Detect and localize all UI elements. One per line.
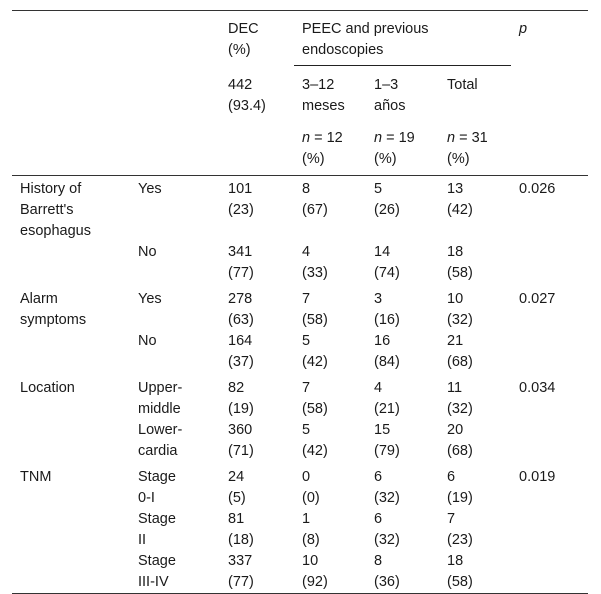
subgroup-label-cell — [130, 242, 220, 284]
table-body — [12, 176, 588, 594]
header-sub-line: Total — [447, 77, 478, 93]
group-label-cell — [12, 373, 130, 420]
header-n-line — [302, 128, 362, 149]
p-value-cell — [511, 176, 588, 243]
dec-value: (77) — [228, 265, 254, 281]
value-1-3: 8 — [374, 553, 383, 569]
value-1-3-cell — [366, 373, 439, 420]
value-1-3: (74) — [374, 265, 400, 281]
value-1-3: 15 — [374, 422, 391, 438]
subgroup-label: Stage — [138, 553, 176, 569]
dec-value: 24 — [228, 469, 245, 485]
subgroup-label-cell — [130, 509, 220, 551]
value-1-3: (84) — [374, 354, 400, 370]
subgroup-label-cell — [130, 373, 220, 420]
value-3-12: 7 — [302, 291, 311, 307]
p-value: 0.034 — [519, 380, 556, 396]
dec-value-cell — [220, 420, 294, 462]
value-total: 11 — [447, 380, 463, 396]
group-label-cell — [12, 420, 130, 462]
header-sub-total — [439, 66, 511, 118]
value-3-12: 10 — [302, 553, 319, 569]
header-empty-cell — [12, 11, 130, 66]
group-label-cell — [12, 284, 130, 331]
value-total: 13 — [447, 181, 464, 197]
value-3-12-cell — [294, 462, 366, 509]
value-1-3: (21) — [374, 401, 400, 417]
value-3-12: 4 — [302, 244, 311, 260]
group-label-cell — [12, 176, 130, 243]
value-1-3-cell — [366, 420, 439, 462]
value-3-12-cell — [294, 331, 366, 373]
subgroup-label: III-IV — [138, 574, 169, 590]
group-label-cell — [12, 331, 130, 373]
subgroup-label-cell — [130, 284, 220, 331]
table-row — [12, 509, 588, 551]
value-total: 10 — [447, 291, 464, 307]
value-total: 7 — [447, 511, 456, 527]
dec-value: 82 — [228, 380, 245, 396]
table-row — [12, 420, 588, 462]
value-3-12: (33) — [302, 265, 328, 281]
value-3-12: 7 — [302, 380, 311, 396]
value-1-3: 6 — [374, 469, 383, 485]
value-1-3: (32) — [374, 490, 400, 506]
dec-value: 337 — [228, 553, 253, 569]
subgroup-label: middle — [138, 401, 181, 417]
header-empty-cell — [130, 117, 220, 176]
header-n-3-12 — [294, 117, 366, 176]
subgroup-label-cell — [130, 551, 220, 594]
p-value-cell — [511, 373, 588, 420]
value-1-3: 14 — [374, 244, 391, 260]
p-value-cell — [511, 420, 588, 462]
subgroup-label-cell — [130, 462, 220, 509]
subgroup-label: Stage — [138, 511, 176, 527]
table-row — [12, 331, 588, 373]
dec-value: 278 — [228, 291, 253, 307]
subgroup-label: II — [138, 532, 147, 548]
header-dec-count-line: 442 — [228, 76, 253, 93]
value-total-cell — [439, 420, 511, 462]
value-total: (68) — [447, 354, 473, 370]
value-total-cell — [439, 176, 511, 243]
value-3-12: (58) — [302, 312, 328, 328]
dec-value-cell — [220, 176, 294, 243]
subgroup-label-cell — [130, 331, 220, 373]
value-3-12: 5 — [302, 333, 311, 349]
dec-value-cell — [220, 331, 294, 373]
p-value-cell — [511, 284, 588, 331]
value-3-12-cell — [294, 176, 366, 243]
value-3-12: 8 — [302, 181, 311, 197]
value-1-3: 6 — [374, 511, 383, 527]
group-label: Alarm — [20, 291, 58, 307]
group-label: History of — [20, 181, 82, 197]
value-3-12-cell — [294, 509, 366, 551]
value-total-cell — [439, 284, 511, 331]
value-total: 18 — [447, 553, 464, 569]
value-1-3-cell — [366, 462, 439, 509]
subgroup-label: Stage — [138, 469, 176, 485]
header-dec-line: (%) — [228, 42, 251, 58]
p-value-cell — [511, 509, 588, 551]
header-empty-cell — [511, 66, 588, 118]
subgroup-label: 0-I — [138, 490, 155, 506]
header-p-label: p — [519, 21, 528, 37]
value-1-3-cell — [366, 331, 439, 373]
header-p — [511, 11, 588, 66]
dec-value: (37) — [228, 354, 254, 370]
n-symbol: n — [302, 130, 311, 146]
header-dec — [220, 11, 294, 66]
value-3-12: 1 — [302, 511, 311, 527]
header-sub-line: 1–3 — [374, 77, 399, 93]
header-empty-cell — [12, 66, 130, 118]
p-value-cell — [511, 551, 588, 594]
p-value: 0.027 — [519, 291, 556, 307]
value-3-12-cell — [294, 242, 366, 284]
header-n-total — [439, 117, 511, 176]
table-header — [12, 11, 588, 176]
value-1-3-cell — [366, 509, 439, 551]
value-total-cell — [439, 551, 511, 594]
header-row-1 — [12, 11, 588, 66]
subgroup-label-cell — [130, 176, 220, 243]
n-value: = 12 — [310, 130, 343, 146]
dec-value-cell — [220, 284, 294, 331]
p-value: 0.026 — [519, 181, 556, 197]
dec-value-cell — [220, 373, 294, 420]
group-label-cell — [12, 242, 130, 284]
n-value: = 31 — [455, 130, 488, 146]
value-1-3: 5 — [374, 181, 383, 197]
dec-value: 81 — [228, 511, 245, 527]
header-empty-cell — [220, 117, 294, 176]
value-total: (32) — [447, 312, 473, 328]
value-total: (58) — [447, 265, 473, 281]
p-value-cell — [511, 242, 588, 284]
value-total-cell — [439, 242, 511, 284]
header-empty-cell — [130, 66, 220, 118]
header-sub-1-3 — [366, 66, 439, 118]
value-total: 6 — [447, 469, 456, 485]
dec-value: 101 — [228, 181, 253, 197]
results-table — [12, 10, 588, 594]
header-row-3 — [12, 117, 588, 176]
dec-value: (5) — [228, 490, 246, 506]
subgroup-label: cardia — [138, 443, 178, 459]
header-sub-line: años — [374, 98, 406, 114]
value-total-cell — [439, 373, 511, 420]
value-total: (23) — [447, 532, 473, 548]
value-total-cell — [439, 462, 511, 509]
value-total: (42) — [447, 202, 473, 218]
value-3-12: (0) — [302, 490, 320, 506]
value-1-3: (26) — [374, 202, 400, 218]
dec-value: 164 — [228, 333, 253, 349]
table-row — [12, 373, 588, 420]
dec-value: (77) — [228, 574, 254, 590]
value-3-12: 0 — [302, 469, 311, 485]
header-row-2 — [12, 66, 588, 118]
header-dec-count-line: (93.4) — [228, 97, 266, 114]
value-1-3-cell — [366, 284, 439, 331]
value-1-3-cell — [366, 551, 439, 594]
value-1-3: 4 — [374, 380, 383, 396]
header-pct-line: (%) — [447, 151, 470, 167]
header-dec-count — [220, 66, 294, 118]
value-3-12: (8) — [302, 532, 320, 548]
value-3-12: (58) — [302, 401, 328, 417]
dec-value: (19) — [228, 401, 254, 417]
value-3-12-cell — [294, 284, 366, 331]
dec-value-cell — [220, 462, 294, 509]
value-1-3-cell — [366, 176, 439, 243]
dec-value: 341 — [228, 244, 253, 260]
dec-value-cell — [220, 509, 294, 551]
header-n-1-3 — [366, 117, 439, 176]
subgroup-label: Upper- — [138, 380, 183, 396]
dec-value: (71) — [228, 443, 254, 459]
header-n-line — [447, 128, 507, 149]
group-label: Barrett's — [20, 202, 74, 218]
value-total: (58) — [447, 574, 473, 590]
header-sub-line: 3–12 — [302, 77, 335, 93]
value-3-12: (42) — [302, 354, 328, 370]
subgroup-label: No — [138, 333, 157, 349]
p-value: 0.019 — [519, 469, 556, 485]
value-total: (19) — [447, 490, 473, 506]
dec-value: (23) — [228, 202, 254, 218]
table-row — [12, 242, 588, 284]
dec-value: 360 — [228, 422, 253, 438]
dec-value-cell — [220, 242, 294, 284]
header-empty-cell — [12, 117, 130, 176]
header-dec-line: DEC — [228, 21, 259, 37]
header-peec-line: endoscopies — [302, 42, 384, 58]
subgroup-label: No — [138, 244, 157, 260]
n-symbol: n — [447, 130, 456, 146]
value-3-12: (92) — [302, 574, 328, 590]
table-row — [12, 284, 588, 331]
header-pct-line: (%) — [374, 151, 397, 167]
value-total: (32) — [447, 401, 473, 417]
dec-value: (63) — [228, 312, 254, 328]
group-label-cell — [12, 462, 130, 509]
table-row — [12, 551, 588, 594]
group-label-cell — [12, 509, 130, 551]
value-1-3: (36) — [374, 574, 400, 590]
value-3-12: 5 — [302, 422, 311, 438]
header-peec — [294, 11, 511, 66]
value-total: (68) — [447, 443, 473, 459]
value-1-3: (32) — [374, 532, 400, 548]
value-total-cell — [439, 331, 511, 373]
header-sub-line: meses — [302, 98, 345, 114]
value-3-12-cell — [294, 551, 366, 594]
header-n-line — [374, 128, 435, 149]
table-row — [12, 462, 588, 509]
header-peec-line: PEEC and previous — [302, 21, 429, 37]
table-row — [12, 176, 588, 243]
n-value: = 19 — [382, 130, 415, 146]
header-sub-3-12 — [294, 66, 366, 118]
header-empty-cell — [511, 117, 588, 176]
value-3-12-cell — [294, 420, 366, 462]
header-pct-line: (%) — [302, 151, 325, 167]
value-1-3-cell — [366, 242, 439, 284]
group-label: Location — [20, 380, 75, 396]
dec-value-cell — [220, 551, 294, 594]
dec-value: (18) — [228, 532, 254, 548]
n-symbol: n — [374, 130, 383, 146]
value-1-3: (79) — [374, 443, 400, 459]
value-1-3: 3 — [374, 291, 383, 307]
value-3-12-cell — [294, 373, 366, 420]
subgroup-label-cell — [130, 420, 220, 462]
header-empty-cell — [130, 11, 220, 66]
group-label-cell — [12, 551, 130, 594]
p-value-cell — [511, 462, 588, 509]
group-label: esophagus — [20, 223, 91, 239]
group-label: symptoms — [20, 312, 87, 328]
value-1-3: (16) — [374, 312, 400, 328]
value-total: 18 — [447, 244, 464, 260]
value-1-3: 16 — [374, 333, 391, 349]
p-value-cell — [511, 331, 588, 373]
subgroup-label: Lower- — [138, 422, 183, 438]
value-total: 20 — [447, 422, 464, 438]
value-total: 21 — [447, 333, 464, 349]
subgroup-label: Yes — [138, 291, 162, 307]
group-label: TNM — [20, 469, 52, 485]
value-3-12: (67) — [302, 202, 328, 218]
subgroup-label: Yes — [138, 181, 162, 197]
value-3-12: (42) — [302, 443, 328, 459]
value-total-cell — [439, 509, 511, 551]
